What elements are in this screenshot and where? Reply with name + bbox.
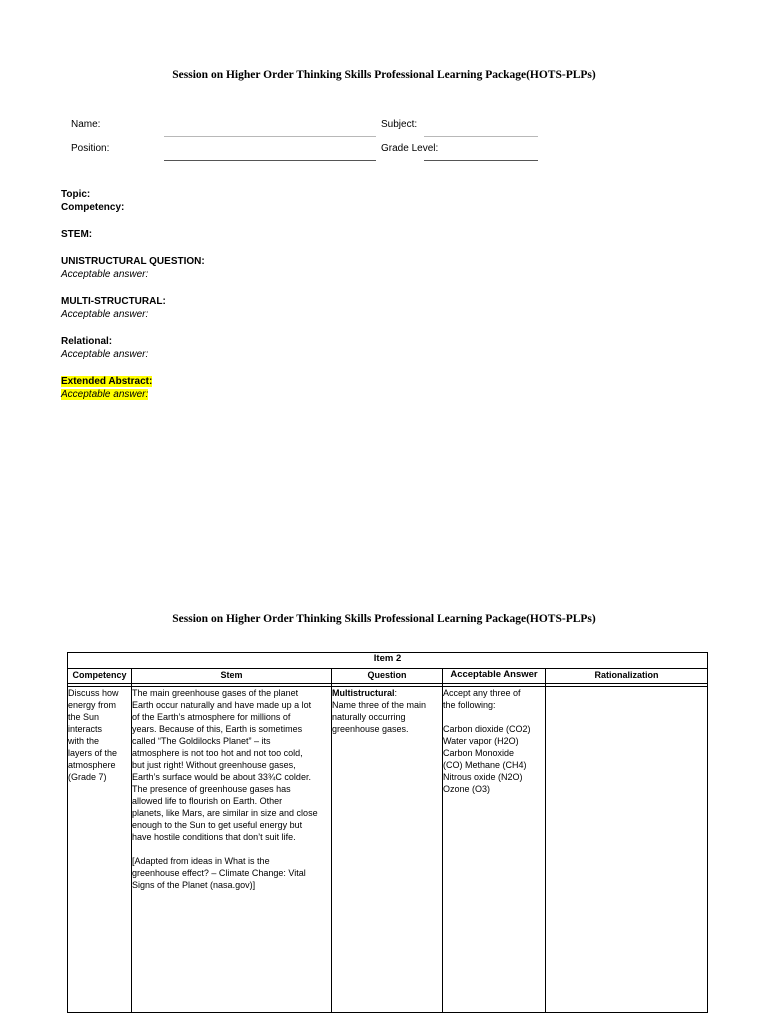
subject-field[interactable] (424, 136, 538, 137)
competency-cell: Discuss how energy from the Sun interacts with the layers of the atmosphere (Grade 7) (68, 687, 132, 1013)
topic-competency-block (61, 188, 124, 214)
position-label: Position: (71, 143, 110, 154)
stem-text: The main greenhouse gases of the planet Earth occur naturally and have made up a lot of the Earth’s atmosphere for millions of years. Because of this, Earth is sometimes called “The Goldilocks Planet” – its atmosphere is not too hot and not too cold, but just right! Without greenhouse gases, Earth’s surface would be about 33¾C colder. The presence of greenhouse gases has allowed life to flourish on Earth. Other planets, like Mars, are similar in size and close enough to the Sun to get useful energy but have hostile conditions that don’t suit life. (132, 688, 318, 842)
topic-label: Topic: (61, 189, 91, 200)
multistructural-label: MULTI-STRUCTURAL: (61, 296, 166, 307)
subject-label: Subject: (381, 119, 418, 130)
header-acceptable-answer: Acceptable Answer (443, 669, 546, 684)
page-title: Session on Higher Order Thinking Skills Professional Learning Package(HOTS-PLPs) (172, 69, 596, 81)
answer-list: Carbon dioxide (CO2) Water vapor (H2O) Carbon Monoxide (CO) Methane (CH4) Nitrous oxide (N2O) Ozone (O3) (443, 724, 531, 794)
question-text: Name three of the main naturally occurring greenhouse gases. (332, 700, 427, 734)
stem-block (61, 228, 92, 241)
grade-level-label: Grade Level: (381, 143, 439, 154)
header-competency: Competency (68, 669, 132, 684)
item-table (67, 652, 708, 1013)
page-title-2: Session on Higher Order Thinking Skills Professional Learning Package(HOTS-PLPs) (172, 613, 596, 625)
name-label: Name: (71, 119, 101, 130)
extended-abstract-label: Extended Abstract: (61, 376, 153, 387)
extended-abstract-block (61, 375, 152, 401)
position-field[interactable] (164, 160, 376, 161)
header-rationalization: Rationalization (546, 669, 708, 684)
relational-block (61, 335, 148, 361)
question-cell: Multistructural: Name three of the main naturally occurring greenhouse gases. (332, 687, 443, 1013)
rationalization-cell[interactable] (546, 687, 708, 1013)
question-type: Multistructural (332, 688, 395, 698)
competency-label: Competency: (61, 202, 125, 213)
answer-cell (443, 687, 546, 1013)
grade-level-field[interactable] (424, 160, 538, 161)
stem-label: STEM: (61, 229, 93, 240)
multistructural-answer: Acceptable answer: (61, 309, 149, 320)
table-row (68, 687, 708, 1013)
name-field[interactable] (164, 136, 376, 137)
stem-cell (132, 687, 332, 1013)
extended-abstract-answer: Acceptable answer: (61, 389, 149, 400)
item-title: Item 2 (68, 653, 708, 669)
stem-source: [Adapted from ideas in What is the greenhouse effect? – Climate Change: Vital Signs of the Planet (nasa.gov)] (132, 856, 306, 890)
unistructural-block (61, 255, 205, 281)
multistructural-block (61, 295, 166, 321)
relational-label: Relational: (61, 336, 113, 347)
header-question: Question (332, 669, 443, 684)
header-stem: Stem (132, 669, 332, 684)
relational-answer: Acceptable answer: (61, 349, 149, 360)
unistructural-label: UNISTRUCTURAL QUESTION: (61, 256, 205, 267)
unistructural-answer: Acceptable answer: (61, 269, 149, 280)
answer-intro: Accept any three of the following: (443, 688, 521, 710)
